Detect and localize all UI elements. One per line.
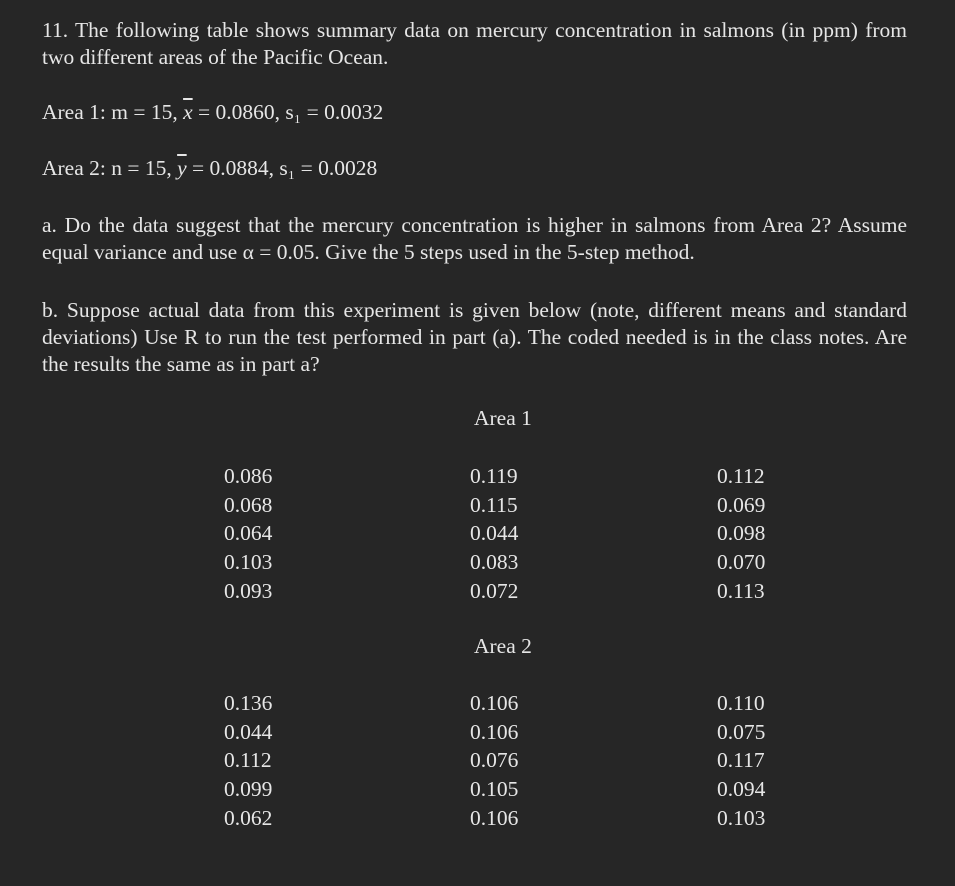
area2-column-1 — [224, 689, 324, 832]
table-cell: 0.099 — [224, 777, 273, 802]
table-cell: 0.098 — [717, 521, 766, 546]
area2-summary-prefix: Area 2: n = 15, — [42, 156, 178, 180]
area2-column-3 — [717, 689, 817, 832]
table-cell: 0.072 — [470, 578, 519, 603]
area1-summary-prefix: Area 1: m = 15, — [42, 100, 184, 124]
table-cell: 0.044 — [470, 521, 519, 546]
table-cell: 0.110 — [717, 691, 765, 715]
area2-column-2 — [470, 689, 570, 832]
table-cell: 0.106 — [470, 719, 519, 744]
table-cell: 0.070 — [717, 550, 766, 575]
table-cell: 0.103 — [717, 805, 766, 830]
table-cell: 0.119 — [470, 464, 518, 488]
area1-mean-symbol: $\overline{x}$ — [183, 100, 193, 124]
table-cell: 0.075 — [717, 719, 766, 744]
table-cell: 0.069 — [717, 492, 766, 517]
table-cell: 0.113 — [717, 578, 765, 603]
area2-summary — [42, 156, 377, 181]
table-cell: 0.105 — [470, 777, 519, 802]
table-cell: 0.062 — [224, 805, 273, 830]
table-cell: 0.044 — [224, 719, 273, 744]
table-cell: 0.068 — [224, 492, 273, 517]
table-cell: 0.103 — [224, 550, 273, 575]
part-b-question: b. Suppose actual data from this experiment is given below (note, different means and standard deviations) Use R to run the test performed in part (a). The coded needed is in the class notes. Are the results the same as in part a? — [42, 298, 907, 376]
area1-summary-rest: = 0.0860, s₁ = 0.0032 — [192, 100, 384, 124]
table-cell: 0.083 — [470, 550, 519, 575]
area1-heading: Area 1 — [474, 406, 532, 430]
area2-mean-symbol: $\overline{y}$ — [177, 156, 187, 180]
table-cell: 0.136 — [224, 691, 273, 715]
area1-column-1 — [224, 462, 324, 605]
area1-column-2 — [470, 462, 570, 605]
table-cell: 0.094 — [717, 777, 766, 802]
area1-summary — [42, 100, 383, 125]
table-cell: 0.106 — [470, 805, 519, 830]
table-cell: 0.115 — [470, 492, 518, 517]
table-cell: 0.112 — [717, 464, 765, 488]
table-cell: 0.076 — [470, 748, 519, 773]
problem-intro: 11. The following table shows summary data on mercury concentration in salmons (in ppm) from two different areas of the Pacific Ocean. — [42, 18, 907, 69]
table-cell: 0.117 — [717, 748, 765, 773]
table-cell: 0.086 — [224, 464, 273, 488]
part-a-question: a. Do the data suggest that the mercury concentration is higher in salmons from Area 2? Assume equal variance and use α = 0.05. Give the 5 steps used in the 5-step method. — [42, 213, 907, 264]
area1-column-3 — [717, 462, 817, 605]
area2-summary-rest: = 0.0884, s₁ = 0.0028 — [186, 156, 378, 180]
table-cell: 0.106 — [470, 691, 519, 715]
table-cell: 0.112 — [224, 748, 272, 773]
table-cell: 0.093 — [224, 578, 273, 603]
table-cell: 0.064 — [224, 521, 273, 546]
area2-heading: Area 2 — [474, 634, 532, 658]
